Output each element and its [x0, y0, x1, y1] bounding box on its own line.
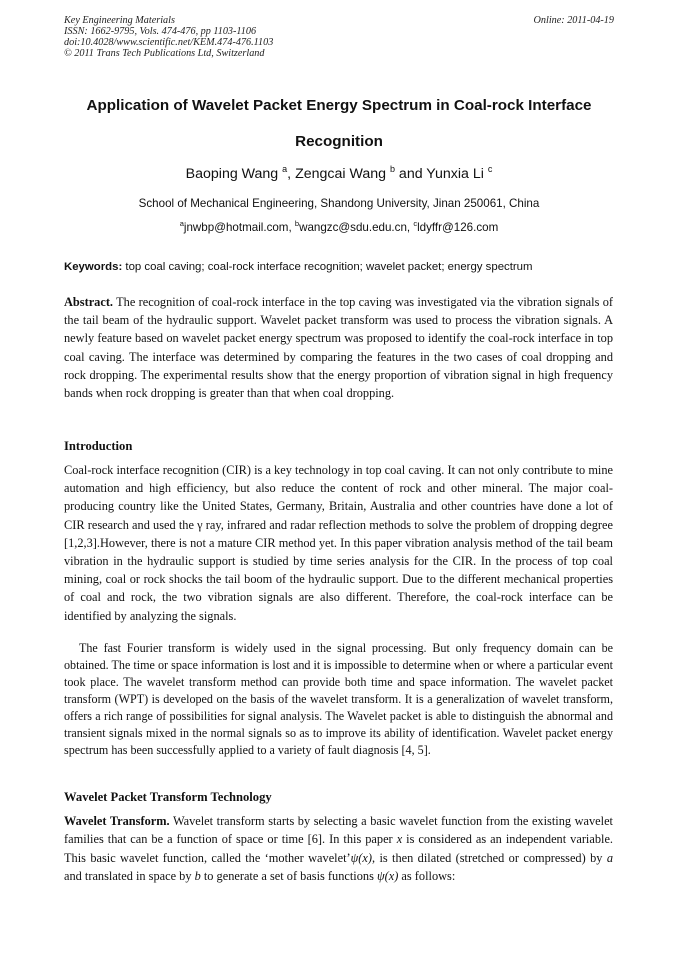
- math-variable: x: [396, 832, 403, 847]
- wpt-section-heading: Wavelet Packet Transform Technology: [64, 790, 272, 804]
- email-superscript: c: [413, 219, 418, 228]
- introduction-heading: Introduction: [64, 439, 133, 453]
- issn-line: ISSN: 1662-9795, Vols. 474-476, pp 1103-1106: [64, 26, 257, 37]
- paper-title: [40, 88, 638, 160]
- math-variable: a: [606, 850, 613, 865]
- introduction-paragraph-2: The fast Fourier transform is widely used in the signal processing. But only frequency domain can be obtained. The time or space information is lost and it is impossible to determine when or where a particular event took place. The wavelet transform method can provide both time and space information. The wavelet packet transform (WPT) is developed on the basis of the wavelet transform. It is a generalization of wavelet transform, offers a rich range of possibilities for signal analysis. The Wavelet packet is able to distinguish the abnormal and transient signals mixed in the normal signals so as to improve its ability of identification. Wavelet packet energy spectrum has been successfully applied to a variety of fault diagnosis [4, 5].: [64, 641, 613, 757]
- journal-header: [64, 15, 273, 59]
- paragraph-text: and translated in space by: [64, 869, 195, 884]
- author-name: Zengcai Wang: [295, 166, 387, 182]
- author-separator: ,: [287, 166, 296, 182]
- email-superscript: a: [179, 219, 184, 228]
- abstract: [64, 293, 613, 402]
- email-address: ldyffr@126.com: [417, 221, 499, 234]
- paragraph-text: Wavelet transform starts by selecting a basic wavelet function from the existing wavelet families that can be a function of space or time [6]. In this paper: [64, 814, 613, 847]
- affiliation: School of Mechanical Engineering, Shandong University, Jinan 250061, China: [138, 197, 540, 210]
- author-superscript: b: [389, 164, 395, 174]
- doi-line: doi:10.4028/www.scientific.net/KEM.474-476.1103: [64, 37, 274, 48]
- author-superscript: c: [487, 164, 493, 174]
- paragraph-text: , is then dilated (stretched or compressed) by: [372, 850, 607, 865]
- keywords-label: Keywords:: [64, 261, 123, 273]
- author-superscript: a: [282, 164, 288, 174]
- email-address: jnwbp@hotmail.com,: [183, 221, 295, 234]
- copyright-line: © 2011 Trans Tech Publications Ltd, Switzerland: [64, 48, 265, 59]
- author-name: Baoping Wang: [185, 166, 279, 182]
- paragraph-text: as follows:: [398, 869, 456, 884]
- email-address: wangzc@sdu.edu.cn,: [299, 221, 414, 234]
- author-list: [40, 166, 638, 182]
- paragraph-text: to generate a set of basis functions: [200, 869, 377, 884]
- math-expression: ψ(x): [350, 850, 372, 865]
- math-expression: ψ(x): [376, 869, 399, 884]
- abstract-text: The recognition of coal-rock interface in the top caving was investigated via the vibration signals of the tail beam of the hydraulic support. Wavelet packet transform was used to process the vibration signals. A newly feature based on wavelet packet energy spectrum was proposed to identify the coal-rock interface in top coal caving. The interface was determined by comparing the features in the two cases of coal dropping and rock dropping. The experimental results show that the energy proportion of vibration signal in high frequency bands when rock dropping is greater than that when coal dropping.: [64, 295, 613, 401]
- author-separator: and: [394, 166, 427, 182]
- title-line-2: Recognition: [295, 133, 383, 150]
- math-variable: b: [194, 869, 201, 884]
- email-superscript: b: [294, 219, 300, 228]
- author-name: Yunxia Li: [426, 166, 484, 182]
- introduction-paragraph-1: Coal-rock interface recognition (CIR) is a key technology in top coal caving. It can not only contribute to mine automation and high efficiency, but also reduce the content of rock and other mineral. The major coal-producing country like the United States, Germany, Britain, Australia and other countries have done a lot of CIR research and used the γ ray, infrared and radar reflection methods to solve the problem of dropping degree [1,2,3].However, there is not a mature CIR method yet. In this paper vibration analysis method of the tail beam vibration in the hydraulic support is studied by time series analysis for the CIR. In the process of top coal mining, coal or rock shocks the tail boom of the hydraulic support. Due to the different mechanical properties of coal and rock, the two vibration signals are also different. Therefore, the coal-rock interface can be identified by analyzing the signals.: [64, 463, 613, 623]
- wavelet-transform-label: Wavelet Transform.: [64, 814, 170, 828]
- author-emails: [40, 221, 638, 234]
- wavelet-transform-paragraph: [64, 812, 613, 886]
- title-line-1: Application of Wavelet Packet Energy Spectrum in Coal-rock Interface: [86, 97, 592, 114]
- keywords: [64, 261, 624, 273]
- abstract-label: Abstract.: [64, 295, 114, 309]
- online-date: Online: 2011-04-19: [533, 15, 614, 26]
- keywords-text: top coal caving; coal-rock interface recognition; wavelet packet; energy spectrum: [122, 261, 533, 273]
- journal-name: Key Engineering Materials: [64, 15, 175, 26]
- paragraph-text: is considered as an independent variable. This basic wavelet function, called the ‘mother wavelet’: [64, 832, 614, 865]
